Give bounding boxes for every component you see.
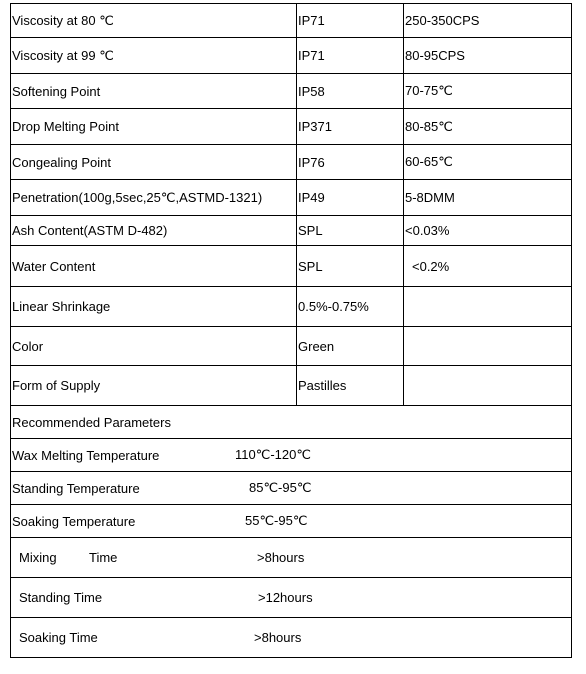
table-row <box>10 439 572 472</box>
value-cell: <0.03% <box>405 223 450 238</box>
property-cell: Ash Content(ASTM D-482) <box>11 216 297 245</box>
method-cell: IP371 <box>297 109 404 144</box>
property-cell: Viscosity at 99 ℃ <box>11 38 297 73</box>
section-heading: Recommended Parameters <box>12 414 171 430</box>
param-value: 85℃-95℃ <box>249 480 312 495</box>
param-label: Soaking Time <box>19 630 98 645</box>
param-label: Mixing <box>19 550 57 565</box>
value-cell: <0.2% <box>412 258 450 274</box>
value-cell: 5-8DMM <box>405 190 455 205</box>
table-row <box>10 618 572 658</box>
property-cell: Congealing Point <box>11 145 297 179</box>
table-row <box>10 216 572 246</box>
value-cell <box>404 327 571 365</box>
table-row <box>10 74 572 109</box>
table-row <box>10 180 572 216</box>
method-cell: SPL <box>297 216 404 245</box>
param-label: Soaking Temperature <box>12 513 136 529</box>
table-row <box>10 109 572 145</box>
value-cell: 250-350CPS <box>405 13 480 28</box>
param-label: Wax Melting Temperature <box>12 447 160 463</box>
value-cell: 80-85℃ <box>405 118 453 134</box>
table-row <box>10 145 572 180</box>
value-cell: 60-65℃ <box>405 154 453 169</box>
property-cell: Viscosity at 80 ℃ <box>11 4 297 37</box>
property-cell: Softening Point <box>11 74 297 108</box>
method-cell: 0.5%-0.75% <box>297 287 404 326</box>
param-label: Time <box>89 550 118 565</box>
property-cell: Drop Melting Point <box>11 109 297 144</box>
method-cell: IP49 <box>297 180 404 215</box>
table-row <box>10 287 572 327</box>
table-row <box>10 578 572 618</box>
table-row <box>10 472 572 505</box>
param-label: Standing Time <box>19 590 103 605</box>
method-cell: SPL <box>297 246 404 286</box>
value-cell: 70-75℃ <box>405 83 453 98</box>
recommended-heading-row <box>10 406 572 439</box>
property-cell: Water Content <box>11 246 297 286</box>
method-cell: Green <box>297 327 404 365</box>
table-row <box>10 366 572 406</box>
param-value: >8hours <box>254 630 302 645</box>
property-cell: Linear Shrinkage <box>11 287 297 326</box>
param-label: Standing Temperature <box>12 480 140 496</box>
table-row <box>10 327 572 366</box>
table-row <box>10 3 572 38</box>
method-cell: IP71 <box>297 38 404 73</box>
property-cell: Form of Supply <box>11 366 297 405</box>
method-cell: IP71 <box>297 4 404 37</box>
specification-table <box>10 3 572 658</box>
method-cell: Pastilles <box>297 366 404 405</box>
param-value: 55℃-95℃ <box>245 513 308 528</box>
table-row <box>10 246 572 287</box>
value-cell <box>404 366 571 405</box>
value-cell: 80-95CPS <box>405 48 465 63</box>
method-cell: IP76 <box>297 145 404 179</box>
table-row <box>10 538 572 578</box>
method-cell: IP58 <box>297 74 404 108</box>
property-cell: Color <box>11 327 297 365</box>
param-value: 110℃-120℃ <box>235 447 311 462</box>
param-value: >12hours <box>258 590 313 605</box>
table-row <box>10 505 572 538</box>
property-cell: Penetration(100g,5sec,25℃,ASTMD-1321) <box>11 180 297 215</box>
table-row <box>10 38 572 74</box>
param-value: >8hours <box>257 550 305 565</box>
value-cell <box>404 287 571 326</box>
